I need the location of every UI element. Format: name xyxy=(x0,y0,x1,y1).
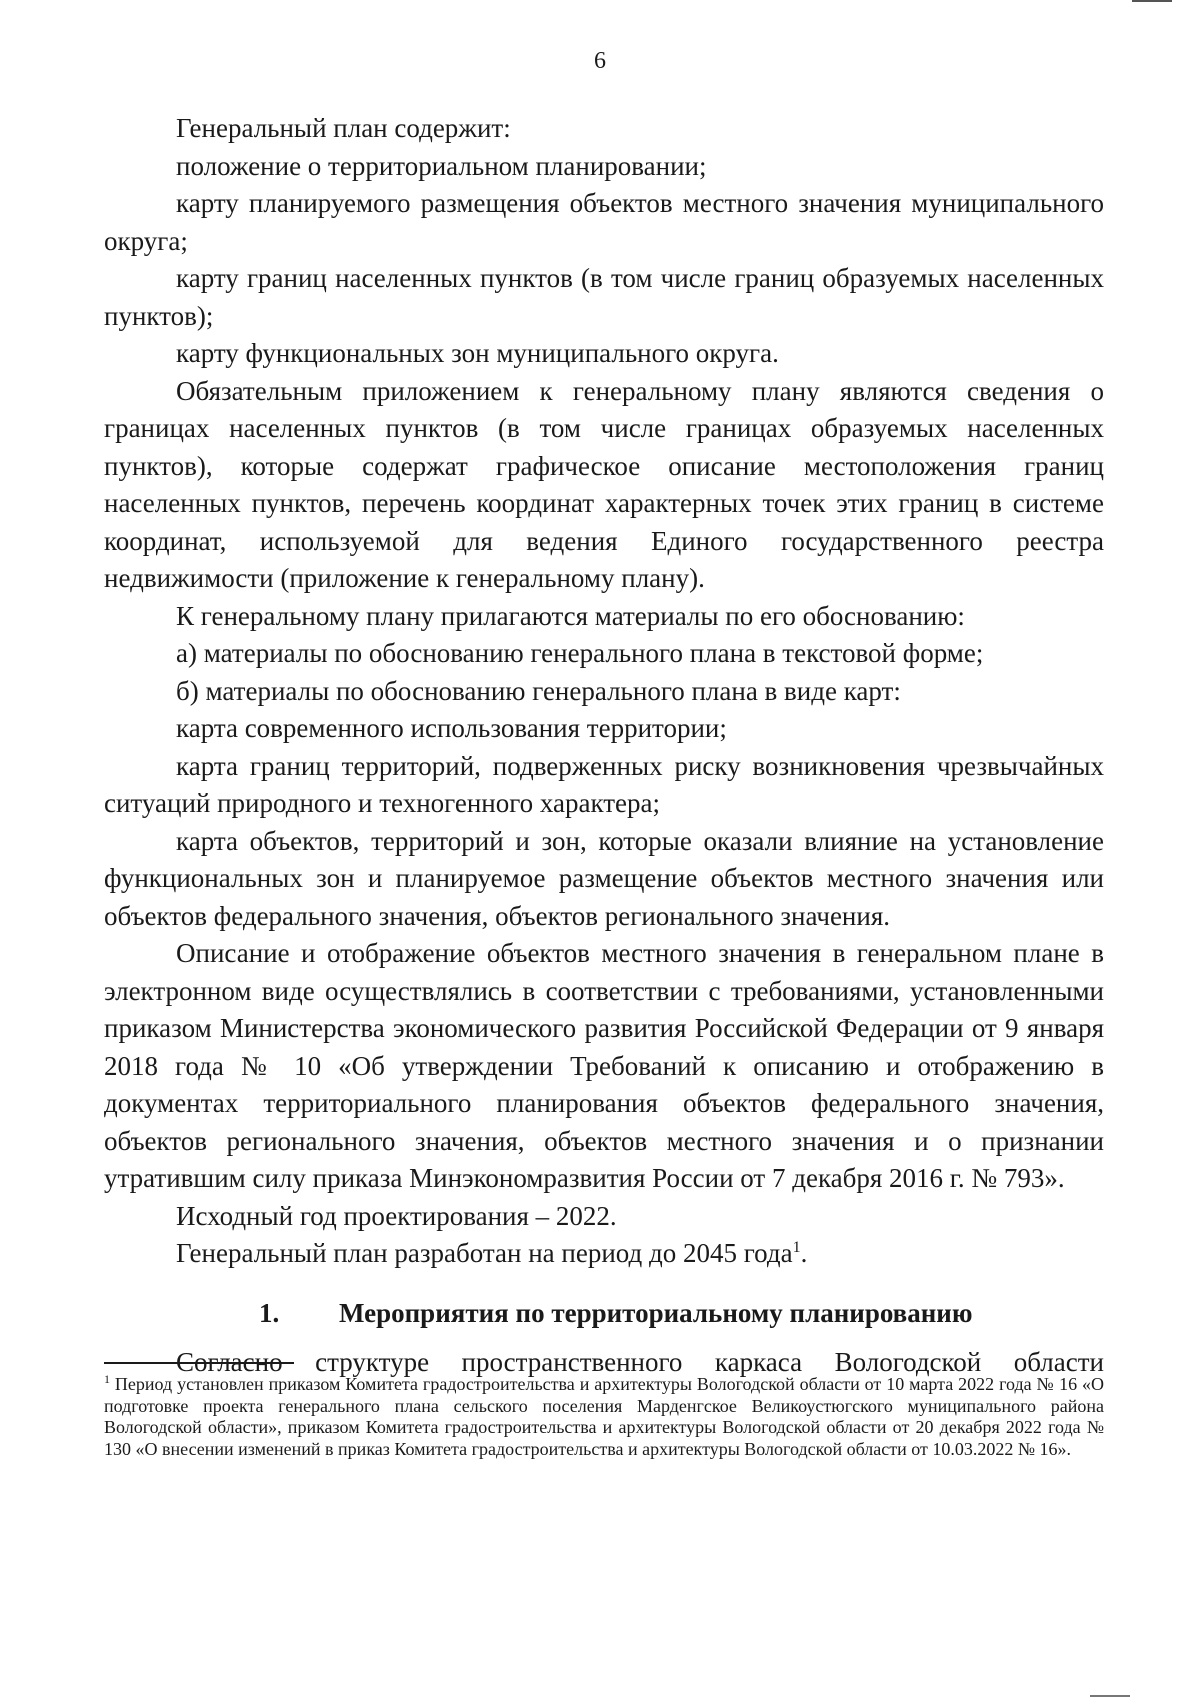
paragraph-map-settlement-borders: карту границ населенных пунктов (в том числе границ образуемых населенных пунктов); xyxy=(104,263,1104,331)
paragraph-base-year: Исходный год проектирования – 2022. xyxy=(176,1200,617,1231)
document-body xyxy=(104,110,1104,1382)
plan-period-text: Генеральный план разработан на период до 2045 года xyxy=(176,1238,793,1268)
paragraph-map-materials: б) материалы по обоснованию генерального плана в виде карт: xyxy=(176,675,901,706)
paragraph-current-use-map: карта современного использования территории; xyxy=(176,713,727,743)
paragraph-emergency-risk-map: карта границ территорий, подверженных риску возникновения чрезвычайных ситуаций природного и техногенного характера; xyxy=(104,750,1104,818)
footnote-separator xyxy=(104,1362,294,1364)
paragraph-text-materials: а) материалы по обоснованию генерального плана в текстовой форме; xyxy=(176,638,984,668)
section-heading xyxy=(104,1295,1104,1333)
paragraph-plan-period xyxy=(104,1235,1104,1273)
plan-period-end: . xyxy=(800,1238,808,1268)
paragraph-influence-zones-map: карта объектов, территорий и зон, которые оказали влияние на установление функциональных зон и планируемое размещение объектов местного значения или объектов федерального значения, объектов регионального значения. xyxy=(104,825,1104,931)
footnote xyxy=(104,1374,1104,1460)
paragraph-justification-materials: К генеральному плану прилагаются материалы по его обоснованию: xyxy=(176,600,965,631)
paragraph-map-functional-zones: карту функциональных зон муниципального округа. xyxy=(176,338,779,368)
paragraph-spatial-framework: Согласно структуре пространственного каркаса Вологодской области xyxy=(176,1347,1104,1377)
paragraph-map-local-objects: карту планируемого размещения объектов местного значения муниципального округа; xyxy=(104,188,1104,256)
footnote-text: Период установлен приказом Комитета градостроительства и архитектуры Вологодской области от 10 марта 2022 года № 16 «О подготовке проекта генерального плана сельского поселения Марденгское Великоустюгского муниципального района Вологодской области», приказом Комитета градостроительства и архитектуры Вологодской области от 20 декабря 2022 года № 130 «О внесении изменений в приказ Комитета градостроительства и архитектуры Вологодской области от 10.03.2022 № 16». xyxy=(104,1374,1104,1459)
paragraph-regulation: положение о территориальном планировании; xyxy=(176,150,707,181)
paragraph-electronic-description: Описание и отображение объектов местного значения в генеральном плане в электронном виде осуществлялись в соответствии с требованиями, установленными приказом Министерства экономического развития Российской Федерации от 9 января 2018 года № 10 «Об утверждении Требований к описанию и отображению в документах территориального планирования объектов федерального значения, объектов регионального значения, объектов местного значения и о признании утратившим силу приказа Минэкономразвития России от 7 декабря 2016 г. № 793». xyxy=(104,938,1104,1193)
footnote-reference: 1 xyxy=(792,1239,801,1256)
paragraph-plan-contents: Генеральный план содержит: xyxy=(176,113,511,143)
paragraph-mandatory-appendix: Обязательным приложением к генеральному плану являются сведения о границах населенных пунктов (в том числе границах образуемых населенных пунктов), которые содержат графическое описание местоположения границ населенных пунктов, перечень координат характерных точек этих границ в системе координат, используемой для ведения Единого государственного реестра недвижимости (приложение к генеральному плану). xyxy=(104,375,1104,593)
section-number: 1. xyxy=(259,1297,280,1328)
footnote-marker: 1 xyxy=(104,1372,110,1386)
page-number: 6 xyxy=(594,48,606,74)
section-title: Мероприятия по территориальному планированию xyxy=(339,1297,973,1328)
scan-mark-top xyxy=(1132,0,1172,5)
scan-mark-bottom xyxy=(1090,1692,1130,1697)
